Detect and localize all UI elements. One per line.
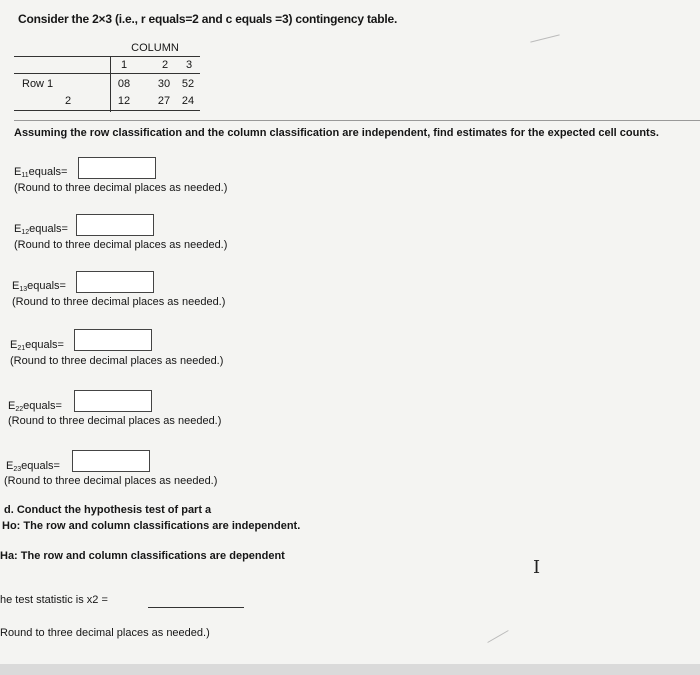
e11-hint: (Round to three decimal places as needed.) (14, 182, 228, 194)
cell-r1-c1: 08 (117, 78, 131, 90)
e13-hint: (Round to three decimal places as needed.) (12, 296, 226, 308)
contingency-table (14, 42, 200, 112)
null-hypothesis: Ho: The row and column classifications are independent. (2, 520, 301, 532)
row-label-2: 2 (64, 95, 72, 107)
test-statistic-blank[interactable] (148, 607, 244, 608)
e21-answer-input[interactable] (74, 329, 152, 351)
e21-label: $E_{21}equals=$ (10, 339, 64, 352)
text-cursor-icon: I (533, 557, 541, 578)
cell-r2-c2: 27 (157, 95, 171, 107)
e22-label: $E_{22}equals=$ (8, 400, 62, 413)
row-label-1: Row 1 (22, 78, 54, 90)
cell-r1-c2: 30 (157, 78, 171, 90)
bottom-bar (0, 664, 700, 675)
cell-r1-c3: 52 (181, 78, 195, 90)
e11-answer-input[interactable] (78, 157, 156, 179)
e12-hint: (Round to three decimal places as needed.) (14, 239, 228, 251)
e13-label: $E_{13}equals=$ (12, 280, 66, 293)
test-statistic-hint: Round to three decimal places as needed.) (0, 627, 210, 639)
e21-hint: (Round to three decimal places as needed.) (10, 355, 224, 367)
scratch-mark (530, 34, 559, 42)
e22-answer-input[interactable] (74, 390, 152, 412)
e23-hint: (Round to three decimal places as needed.) (4, 475, 218, 487)
column-header-3: 3 (185, 59, 193, 71)
e23-answer-input[interactable] (72, 450, 150, 472)
cell-r2-c3: 24 (181, 95, 195, 107)
problem-header: Consider the 2×3 (i.e., r equals=2 and c equals =3) contingency table. (18, 12, 398, 26)
e11-label: $E_{11}equals=$ (14, 166, 68, 179)
e13-answer-input[interactable] (76, 271, 154, 293)
e12-label: $E_{12}equals=$ (14, 223, 68, 236)
alternative-hypothesis: Ha: The row and column classifications are dependent (0, 550, 285, 562)
instructions: Assuming the row classification and the column classification are independent, find estimates for the expected cell counts. (14, 127, 659, 139)
section-divider (14, 120, 700, 121)
column-header-1: 1 (120, 59, 128, 71)
test-statistic-label: he test statistic is x2 = (0, 594, 108, 606)
scratch-mark-2 (487, 630, 508, 643)
column-header-2: 2 (161, 59, 169, 71)
part-d-title: d. Conduct the hypothesis test of part a (4, 504, 212, 516)
e23-label: $E_{23}equals=$ (6, 460, 60, 473)
e12-answer-input[interactable] (76, 214, 154, 236)
e22-hint: (Round to three decimal places as needed.) (8, 415, 222, 427)
cell-r2-c1: 12 (117, 95, 131, 107)
column-heading: COLUMN (131, 42, 179, 54)
